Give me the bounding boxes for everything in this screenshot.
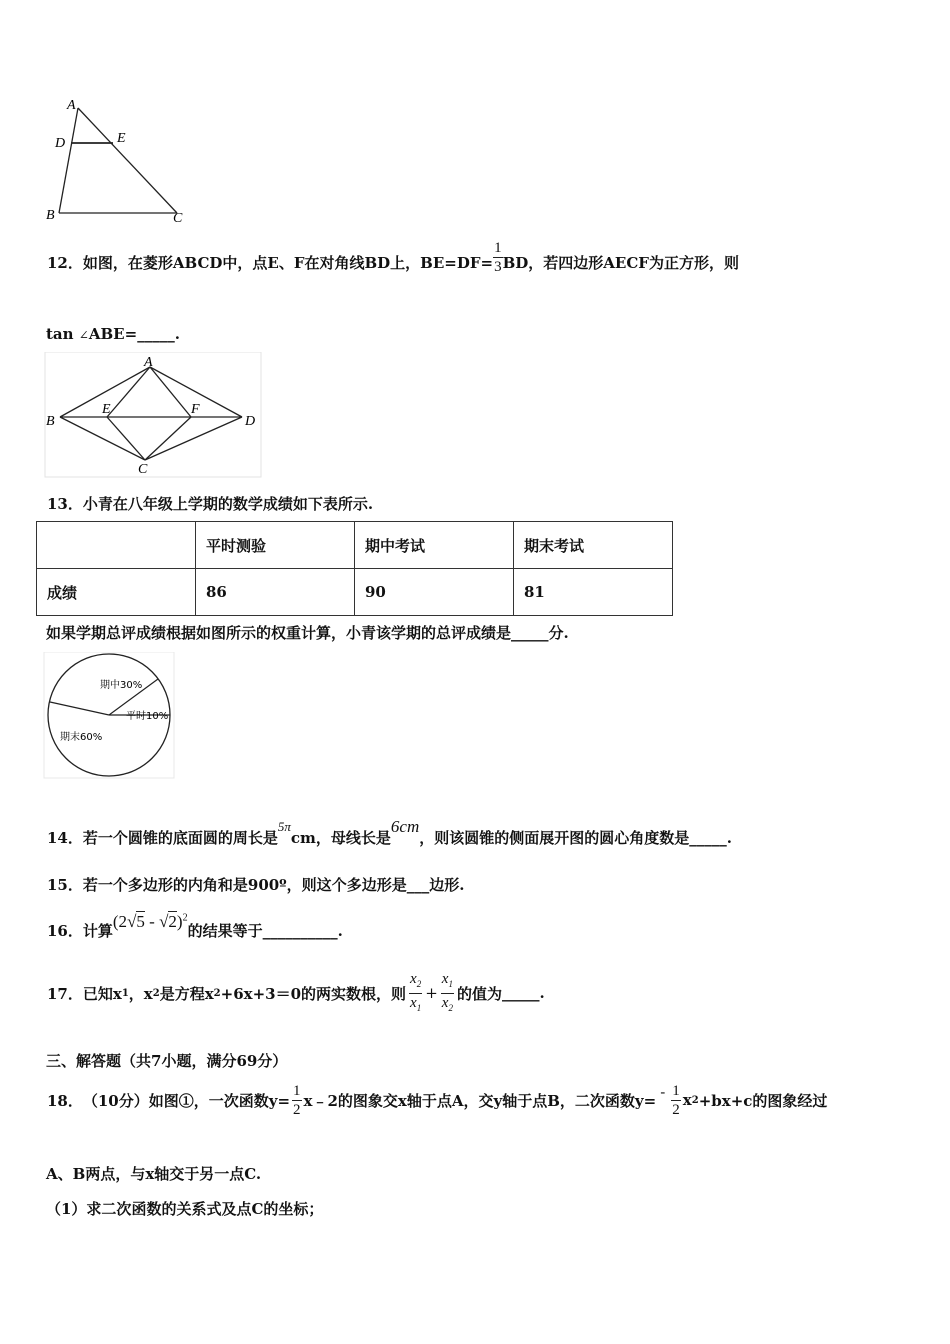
- pie-figure: [42, 652, 177, 780]
- scores-table: [36, 521, 673, 616]
- q16-expr-open: (2: [112, 912, 128, 931]
- q17-f2-num: x: [441, 970, 449, 987]
- q17-period: .: [539, 984, 545, 1002]
- angle-symbol: ∠: [78, 328, 89, 342]
- q16-minus: -: [144, 912, 160, 931]
- q12-line2: [46, 325, 180, 343]
- label-C: C: [173, 211, 183, 226]
- label-A: A: [67, 98, 76, 113]
- q15-number: 15．: [47, 876, 83, 894]
- triangle-figure: [40, 95, 190, 230]
- q17-text2: 是方程x: [159, 984, 214, 1003]
- table-row: [37, 569, 673, 616]
- q15-answer-blank[interactable]: ___: [406, 876, 430, 894]
- label-D: D: [55, 136, 66, 151]
- q13-after-text: 如果学期总评成绩根据如图所示的权重计算，小青该学期的总评成绩是: [46, 624, 512, 642]
- q16-text2: 的结果等于: [187, 922, 263, 940]
- q14-line: [47, 817, 732, 848]
- q18-fraction-2: [671, 1082, 681, 1119]
- section-3-title: 三、解答题（共7小题，满分69分）: [46, 1052, 288, 1070]
- pie-label-midterm: 期中30%: [100, 680, 143, 691]
- q14-text3: ，则该圆锥的侧面展开图的圆心角度数是: [419, 829, 690, 847]
- table-cell: 81: [514, 569, 673, 616]
- q14-period: .: [726, 829, 732, 847]
- q13-text: 小青在八年级上学期的数学成绩如下表所示.: [82, 495, 374, 513]
- q17-sub1: 1: [121, 987, 129, 999]
- q16-period: .: [337, 922, 343, 940]
- q17-f1-num-sub: 2: [416, 978, 422, 989]
- q17-number: 17．: [47, 984, 83, 1003]
- sqrt-icon: √: [127, 912, 137, 931]
- q13-number: 13．: [47, 495, 83, 513]
- q12-text2: BD，若四边形AECF为正方形，则: [502, 254, 739, 272]
- q18-frac2-num: 1: [672, 1082, 680, 1099]
- q16-line: [47, 912, 343, 941]
- q13-line2: [46, 622, 569, 643]
- q18-line2: A、B两点，与x轴交于另一点C.: [46, 1165, 262, 1183]
- label-E: E: [117, 131, 126, 146]
- q12-period: .: [174, 325, 180, 343]
- q17-text1: 已知x: [82, 984, 122, 1003]
- label-E: E: [102, 402, 111, 417]
- q17-sub2: 2: [152, 987, 160, 999]
- q17-f1-den-sub: 1: [416, 1002, 422, 1013]
- q16-expression: [113, 912, 188, 931]
- sqrt-icon: √: [159, 912, 169, 931]
- q17-f2-den: x: [441, 994, 449, 1011]
- q12-frac-den: 3: [494, 258, 502, 275]
- q18-text3: x: [682, 1091, 692, 1109]
- q15-text2: 边形.: [429, 876, 465, 894]
- table-header-cell: 期中考试: [355, 522, 514, 569]
- q16-number: 16．: [47, 922, 83, 940]
- q17-answer-blank[interactable]: _____: [501, 984, 540, 1002]
- q14-text2: cm，母线长是: [290, 829, 391, 847]
- label-C: C: [138, 462, 148, 477]
- label-D: D: [245, 414, 256, 429]
- q13-line1: [47, 493, 373, 514]
- q16-expr-close: ): [176, 912, 183, 931]
- q18-text4: +bx+c的图象经过: [698, 1091, 828, 1110]
- q14-slant-height: 6cm: [390, 817, 420, 836]
- q14-circumference: 5π: [277, 819, 291, 834]
- q17-plus: +: [425, 984, 438, 1002]
- q18-number: 18．: [47, 1091, 83, 1110]
- q16-answer-blank[interactable]: __________: [262, 922, 338, 940]
- q12-line1: [47, 239, 739, 276]
- label-B: B: [46, 414, 55, 429]
- table-header-cell: [37, 522, 196, 569]
- q17-comma: ，x: [128, 984, 153, 1003]
- q17-f2-den-sub: 2: [448, 1002, 453, 1013]
- rhombus-figure: [40, 352, 265, 480]
- q12-frac-num: 1: [494, 239, 502, 256]
- label-A: A: [144, 355, 153, 370]
- q12-number: 12．: [47, 254, 83, 272]
- q17-f1-den: x: [410, 994, 417, 1011]
- q14-answer-blank[interactable]: _____: [689, 829, 727, 847]
- pie-label-final: 期末60%: [60, 732, 103, 743]
- q16-radicand-1: 5: [136, 912, 145, 931]
- table-header-row: [37, 522, 673, 569]
- q18-negative: -: [660, 1083, 666, 1101]
- table-cell: 90: [355, 569, 514, 616]
- table-cell: 86: [196, 569, 355, 616]
- q17-f2-num-sub: 1: [448, 978, 453, 989]
- label-B: B: [46, 208, 55, 223]
- q18-fraction-1: [292, 1082, 302, 1119]
- q18-frac2-den: 2: [672, 1101, 680, 1118]
- q17-text3: +6x+3＝0的两实数根，则: [220, 984, 407, 1003]
- table-cell: 成绩: [37, 569, 196, 616]
- q18-line1: [47, 1076, 827, 1124]
- q18-text1: （10分）如图①，一次函数y=: [82, 1091, 291, 1110]
- q12-abe: ABE=: [88, 325, 138, 343]
- q14-number: 14．: [47, 829, 83, 847]
- table-header-cell: 平时测验: [196, 522, 355, 569]
- q12-answer-blank[interactable]: _____: [137, 325, 175, 343]
- q18-sup: 2: [691, 1094, 699, 1106]
- q18-part1: （1）求二次函数的关系式及点C的坐标；: [46, 1200, 324, 1218]
- q16-radicand-2: 2: [168, 912, 177, 931]
- q18-frac1-num: 1: [293, 1082, 301, 1099]
- q18-text2: x﹣2的图象交x轴于点A，交y轴于点B，二次函数y=: [303, 1091, 657, 1110]
- q16-text1: 计算: [82, 922, 113, 940]
- q16-power: 2: [182, 912, 188, 924]
- q17-line: [47, 968, 545, 1018]
- q17-text4: 的值为: [456, 984, 502, 1003]
- q13-answer-blank[interactable]: _____: [511, 624, 549, 642]
- q17-fraction-2: [441, 970, 454, 1017]
- q15-text1: 若一个多边形的内角和是900º，则这个多边形是: [82, 876, 407, 894]
- q12-tan: tan: [46, 325, 74, 343]
- q17-sup2: 2: [213, 987, 221, 999]
- table-header-cell: 期末考试: [514, 522, 673, 569]
- q12-text1: 如图，在菱形ABCD中，点E、F在对角线BD上，BE=DF=: [82, 254, 494, 272]
- q17-f1-num: x: [410, 970, 417, 987]
- q14-text1: 若一个圆锥的底面圆的周长是: [82, 829, 278, 847]
- q13-after-end: 分.: [548, 624, 569, 642]
- q18-frac1-den: 2: [293, 1101, 301, 1118]
- q15-line: [47, 874, 464, 895]
- q17-fraction-1: [409, 970, 422, 1017]
- label-F: F: [191, 402, 200, 417]
- pie-label-quiz: 平时10%: [126, 711, 169, 722]
- q12-fraction: [493, 239, 503, 276]
